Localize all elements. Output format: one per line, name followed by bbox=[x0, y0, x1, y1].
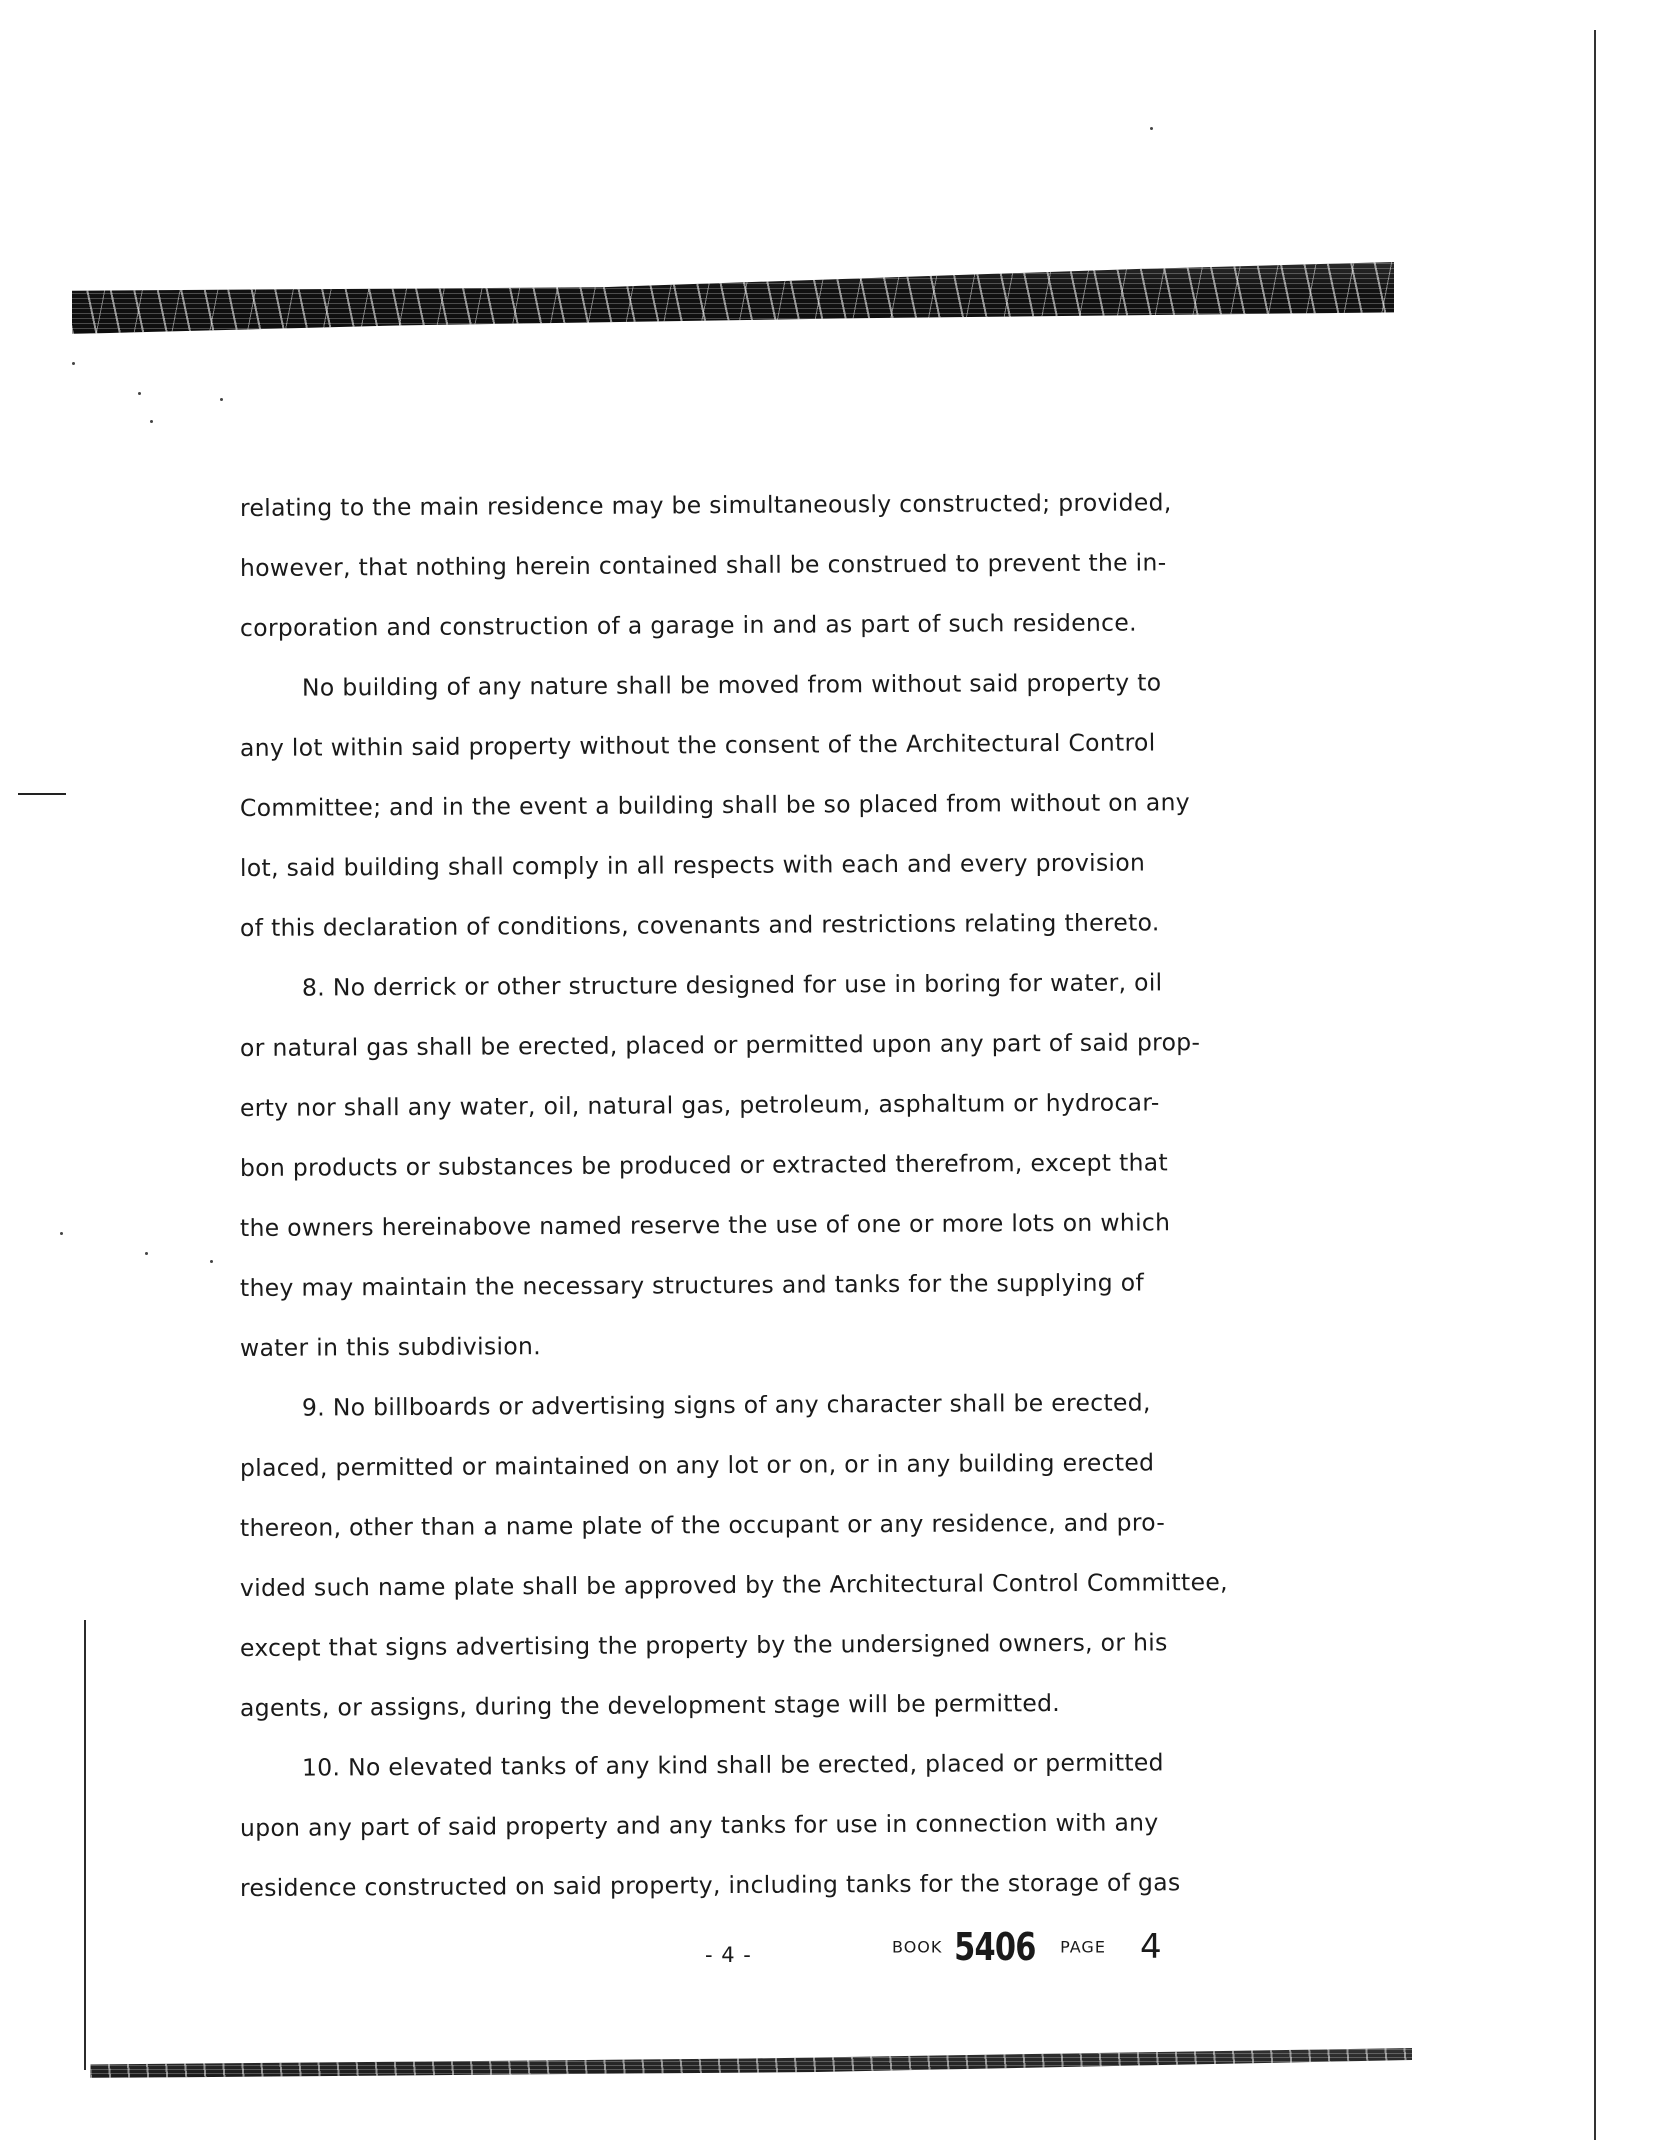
text-line: thereon, other than a name plate of the occupant or any residence, and pro- bbox=[239, 1508, 1166, 1542]
text-line: agents, or assigns, during the development stage will be permitted. bbox=[239, 1688, 1061, 1722]
stamp-page-number: 4 bbox=[1139, 1927, 1162, 1967]
text-line: water in this subdivision. bbox=[239, 1332, 542, 1362]
text-line: bon products or substances be produced or extracted therefrom, except that bbox=[239, 1148, 1169, 1182]
text-line: or natural gas shall be erected, placed or permitted upon any part of said prop- bbox=[239, 1028, 1201, 1062]
scan-speck bbox=[210, 1260, 213, 1263]
text-line: 9. No billboards or advertising signs of any character shall be erected, bbox=[301, 1388, 1151, 1422]
text-line: erty nor shall any water, oil, natural gas, petroleum, asphaltum or hydrocar- bbox=[239, 1088, 1160, 1122]
text-line: placed, permitted or maintained on any lot or on, or in any building erected bbox=[239, 1448, 1155, 1482]
text-line: residence constructed on said property, including tanks for the storage of gas bbox=[239, 1868, 1181, 1902]
scan-right-edge-line bbox=[1594, 30, 1596, 2140]
scan-speck bbox=[150, 420, 153, 423]
book-prefix: BOOK bbox=[892, 1937, 943, 1957]
text-line: except that signs advertising the property by the undersigned owners, or his bbox=[239, 1628, 1168, 1662]
text-line: 8. No derrick or other structure designed for use in boring for water, oil bbox=[301, 968, 1163, 1002]
text-line: the owners hereinabove named reserve the use of one or more lots on which bbox=[239, 1208, 1171, 1242]
text-line: of this declaration of conditions, covenants and restrictions relating thereto. bbox=[239, 908, 1160, 942]
page-prefix: PAGE bbox=[1060, 1937, 1106, 1957]
scan-speck bbox=[72, 362, 75, 365]
book-page-stamp bbox=[892, 1925, 1162, 1969]
text-line: No building of any nature shall be moved from without said property to bbox=[301, 668, 1162, 702]
margin-dash-mark bbox=[18, 793, 66, 795]
text-line: upon any part of said property and any tanks for use in connection with any bbox=[239, 1808, 1159, 1842]
text-line: relating to the main residence may be simultaneously constructed; provided, bbox=[239, 488, 1172, 522]
text-line: 10. No elevated tanks of any kind shall be erected, placed or permitted bbox=[301, 1748, 1164, 1782]
text-line: lot, said building shall comply in all respects with each and every provision bbox=[239, 848, 1146, 882]
book-number: 5406 bbox=[954, 1925, 1036, 1969]
scan-speck bbox=[220, 398, 223, 401]
scan-speck bbox=[138, 392, 141, 395]
scan-left-border-line bbox=[84, 1620, 86, 2070]
text-line: any lot within said property without the consent of the Architectural Control bbox=[239, 728, 1156, 762]
scan-noise-bottom-band bbox=[90, 2048, 1412, 2078]
document-body-text bbox=[240, 478, 1310, 1918]
page-number-label: - 4 - bbox=[705, 1943, 752, 1967]
text-line: they may maintain the necessary structures and tanks for the supplying of bbox=[239, 1268, 1145, 1302]
scan-speck bbox=[145, 1252, 148, 1255]
scan-speck bbox=[1150, 127, 1153, 130]
scan-noise-top-band bbox=[72, 262, 1394, 334]
text-line: corporation and construction of a garage in and as part of such residence. bbox=[239, 608, 1137, 642]
scan-speck bbox=[60, 1232, 63, 1235]
text-line: vided such name plate shall be approved by the Architectural Control Committee, bbox=[239, 1567, 1228, 1602]
text-line: Committee; and in the event a building shall be so placed from without on any bbox=[239, 788, 1191, 822]
text-line: however, that nothing herein contained shall be construed to prevent the in- bbox=[239, 548, 1167, 582]
